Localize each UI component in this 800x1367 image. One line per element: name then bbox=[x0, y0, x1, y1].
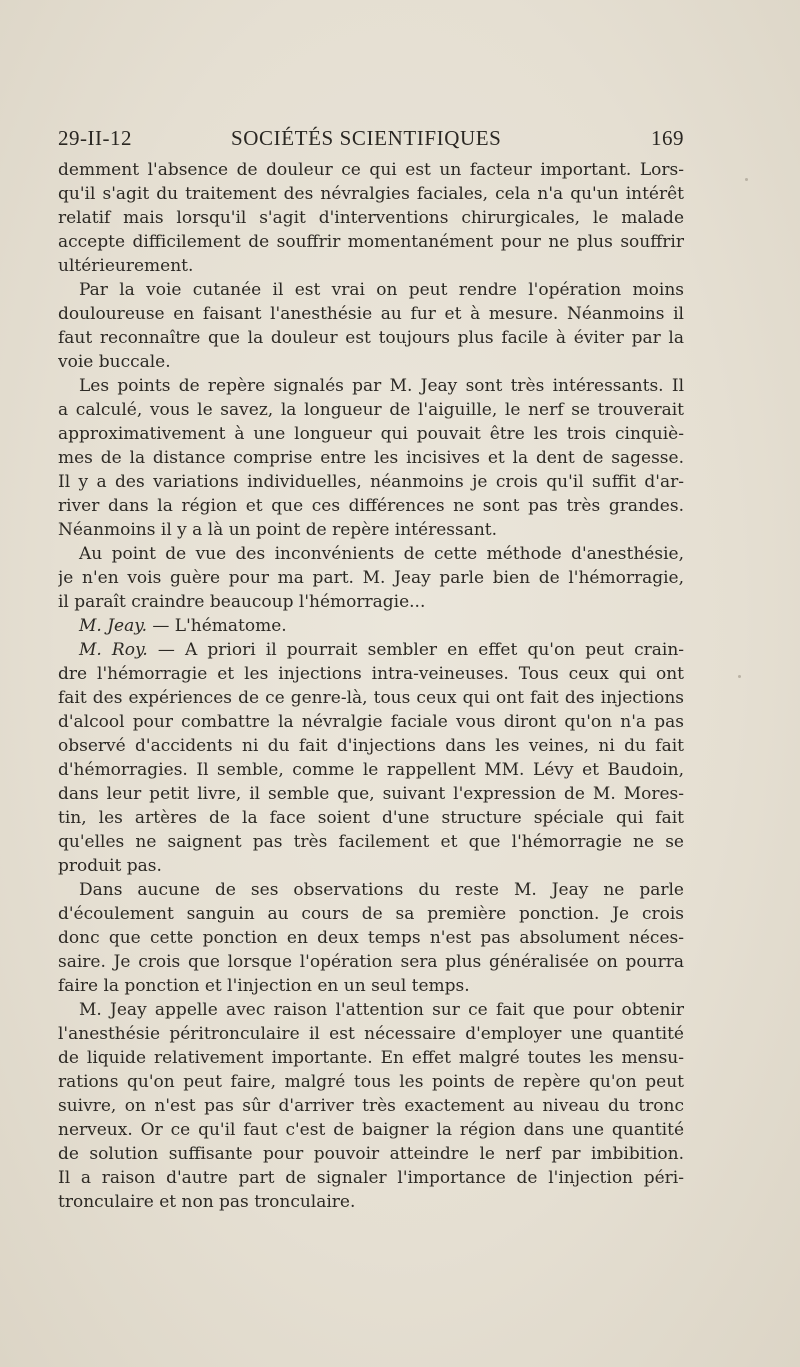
text-line: je n'en vois guère pour ma part. M. Jeay parle bien de l'hémorragie, bbox=[58, 568, 684, 588]
text-line: Il a raison d'autre part de signaler l'importance de l'injection péri- bbox=[58, 1168, 684, 1188]
text-line: Dans aucune de ses observations du reste M. Jeay ne parle bbox=[79, 880, 684, 900]
text-line: Au point de vue des inconvénients de cette méthode d'anesthésie, bbox=[79, 544, 684, 564]
text-line: suivre, on n'est pas sûr d'arriver très exactement au niveau du tronc bbox=[58, 1096, 684, 1116]
text-line: Il y a des variations individuelles, néanmoins je crois qu'il suffit d'ar- bbox=[58, 472, 684, 492]
text-line: de solution suffisante pour pouvoir atteindre le nerf par imbibition. bbox=[58, 1144, 684, 1164]
paper-speck bbox=[738, 675, 741, 678]
text-line: demment l'absence de douleur ce qui est un facteur important. Lors- bbox=[58, 160, 684, 180]
text-line: d'hémorragies. Il semble, comme le rappellent MM. Lévy et Baudoin, bbox=[58, 760, 684, 780]
text-line: mes de la distance comprise entre les incisives et la dent de sagesse. bbox=[58, 448, 684, 468]
text-line: accepte difficilement de souffrir momentanément pour ne plus souffrir bbox=[58, 232, 684, 252]
text-line: approximativement à une longueur qui pouvait être les trois cinquiè- bbox=[58, 424, 684, 444]
text-line: nerveux. Or ce qu'il faut c'est de baigner la région dans une quantité bbox=[58, 1120, 684, 1140]
text-line: Néanmoins il y a là un point de repère intéressant. bbox=[58, 520, 498, 540]
text-line: dre l'hémorragie et les injections intra-veineuses. Tous ceux qui ont bbox=[58, 664, 684, 684]
page-number: 169 bbox=[651, 126, 684, 150]
dialogue-text: — A priori il pourrait sembler en effet qu'on peut crain- bbox=[157, 640, 684, 660]
text-line: ultérieurement. bbox=[58, 256, 194, 276]
text-line: d'alcool pour combattre la névralgie faciale vous diront qu'on n'a pas bbox=[58, 712, 684, 732]
text-line: faire la ponction et l'injection en un seul temps. bbox=[58, 976, 470, 996]
text-line: river dans la région et que ces différences ne sont pas très grandes. bbox=[58, 496, 684, 516]
text-line: dans leur petit livre, il semble que, suivant l'expression de M. Mores- bbox=[58, 784, 684, 804]
text-line: voie buccale. bbox=[58, 352, 171, 372]
header-title: SOCIÉTÉS SCIENTIFIQUES bbox=[231, 126, 502, 150]
text-line: tin, les artères de la face soient d'une structure spéciale qui fait bbox=[58, 808, 684, 828]
text-line: saire. Je crois que lorsque l'opération sera plus généralisée on pourra bbox=[58, 952, 684, 972]
header-date: 29-II-12 bbox=[58, 126, 132, 150]
text-line: qu'elles ne saignent pas très facilement et que l'hémorragie ne se bbox=[58, 832, 684, 852]
text-line: Par la voie cutanée il est vrai on peut rendre l'opération moins bbox=[79, 280, 684, 300]
text-line: a calculé, vous le savez, la longueur de l'aiguille, le nerf se trouverait bbox=[58, 400, 684, 420]
paper-speck bbox=[745, 178, 748, 181]
text-line: relatif mais lorsqu'il s'agit d'interventions chirurgicales, le malade bbox=[58, 208, 684, 228]
text-line: tronculaire et non pas tronculaire. bbox=[58, 1192, 356, 1212]
text-line: de liquide relativement importante. En effet malgré toutes les mensu- bbox=[58, 1048, 684, 1068]
running-head bbox=[58, 126, 684, 154]
dialogue-text: — L'hématome. bbox=[152, 616, 287, 636]
text-line: il paraît craindre beaucoup l'hémorragie... bbox=[58, 592, 426, 612]
body-text bbox=[58, 158, 684, 1214]
text-line: M. Jeay appelle avec raison l'attention sur ce fait que pour obtenir bbox=[79, 1000, 684, 1020]
dialogue-line bbox=[58, 614, 684, 638]
text-line: l'anesthésie péritronculaire il est nécessaire d'employer une quantité bbox=[58, 1024, 684, 1044]
text-line: qu'il s'agit du traitement des névralgies faciales, cela n'a qu'un intérêt bbox=[58, 184, 684, 204]
speaker-name: M. Roy. bbox=[79, 640, 148, 660]
text-line: donc que cette ponction en deux temps n'est pas absolument néces- bbox=[58, 928, 684, 948]
text-line: fait des expériences de ce genre-là, tous ceux qui ont fait des injections bbox=[58, 688, 684, 708]
dialogue-line bbox=[58, 638, 684, 662]
text-line: faut reconnaître que la douleur est toujours plus facile à éviter par la bbox=[58, 328, 684, 348]
text-line: rations qu'on peut faire, malgré tous les points de repère qu'on peut bbox=[58, 1072, 684, 1092]
text-line: observé d'accidents ni du fait d'injections dans les veines, ni du fait bbox=[58, 736, 684, 756]
speaker-name: M. Jeay. bbox=[79, 616, 147, 636]
text-line: produit pas. bbox=[58, 856, 162, 876]
text-line: douloureuse en faisant l'anesthésie au fur et à mesure. Néanmoins il bbox=[58, 304, 684, 324]
text-line: Les points de repère signalés par M. Jeay sont très intéressants. Il bbox=[79, 376, 684, 396]
text-line: d'écoulement sanguin au cours de sa première ponction. Je crois bbox=[58, 904, 684, 924]
